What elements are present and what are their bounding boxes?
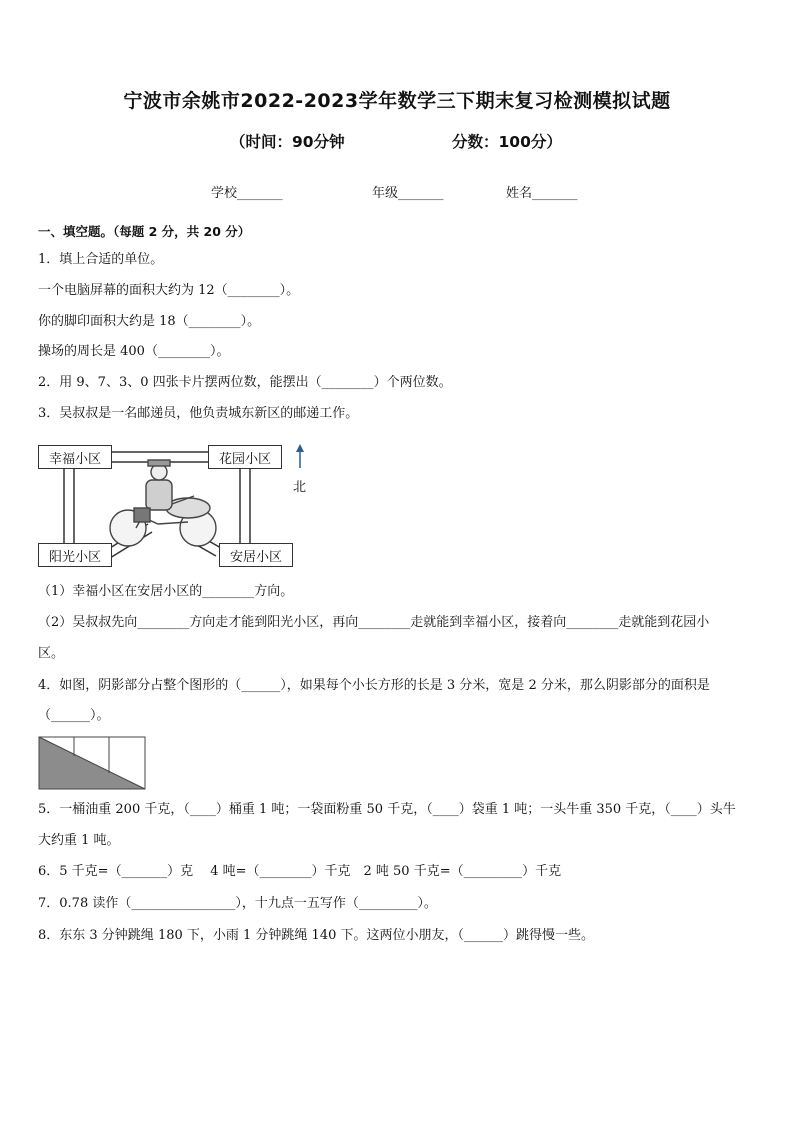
question-3: 3．吴叔叔是一名邮递员，他负责城东新区的邮递工作。 — [38, 406, 359, 421]
question-3b-line2: 区。 — [38, 646, 65, 661]
question-1b: 你的脚印面积大约是 18（________）。 — [38, 314, 261, 329]
grade-field[interactable]: 年级_______ — [372, 186, 444, 201]
north-label: 北 — [293, 480, 307, 495]
section-heading: 一、填空题。（每题 2 分，共 20 分） — [38, 224, 251, 239]
time-label: （时间：90分钟 — [230, 133, 345, 151]
question-1a: 一个电脑屏幕的面积大约为 12（________）。 — [38, 283, 300, 298]
label-xingfu: 幸福小区 — [38, 445, 112, 469]
question-5-line2: 大约重 1 吨。 — [38, 833, 120, 848]
question-1c: 操场的周长是 400（________）。 — [38, 344, 230, 359]
shaded-rectangle-figure — [38, 736, 146, 790]
question-4-line1: 4．如图，阴影部分占整个图形的（______），如果每个小长方形的长是 3 分米，宽是 2 分米，那么阴影部分的面积是 — [38, 678, 710, 693]
question-5-line1: 5．一桶油重 200 千克，（____）桶重 1 吨；一袋面粉重 50 千克，（____）袋重 1 吨；一头牛重 350 千克，（____）头牛 — [38, 802, 736, 817]
map-figure — [38, 444, 318, 572]
question-4-line2: （______）。 — [38, 708, 110, 723]
postman-illustration — [110, 460, 216, 546]
question-6: 6．5 千克=（_______）克 4 吨=（________）千克 2 吨 50 千克=（_________）千克 — [38, 864, 562, 879]
label-anju: 安居小区 — [219, 543, 293, 567]
question-2: 2．用 9、7、3、0 四张卡片摆两位数，能摆出（________）个两位数。 — [38, 375, 452, 390]
question-8: 8．东东 3 分钟跳绳 180 下，小雨 1 分钟跳绳 140 下。这两位小朋友，（______）跳得慢一些。 — [38, 928, 594, 943]
label-huayuan: 花园小区 — [208, 445, 282, 469]
question-3a: （1）幸福小区在安居小区的________方向。 — [38, 584, 294, 599]
question-1: 1．填上合适的单位。 — [38, 252, 164, 267]
score-label: 分数：100分） — [452, 133, 562, 151]
label-yangguang: 阳光小区 — [38, 543, 112, 567]
name-field[interactable]: 姓名_______ — [506, 186, 578, 201]
question-3b-line1: （2）吴叔叔先向________方向走才能到阳光小区，再向________走就能到幸福小区，接着向________走就能到花园小 — [38, 615, 710, 630]
question-7: 7．0.78 读作（________________），十九点一五写作（_________）。 — [38, 896, 437, 911]
school-field[interactable]: 学校_______ — [211, 186, 283, 201]
page-title: 宁波市余姚市2022-2023学年数学三下期末复习检测模拟试题 — [123, 90, 671, 112]
